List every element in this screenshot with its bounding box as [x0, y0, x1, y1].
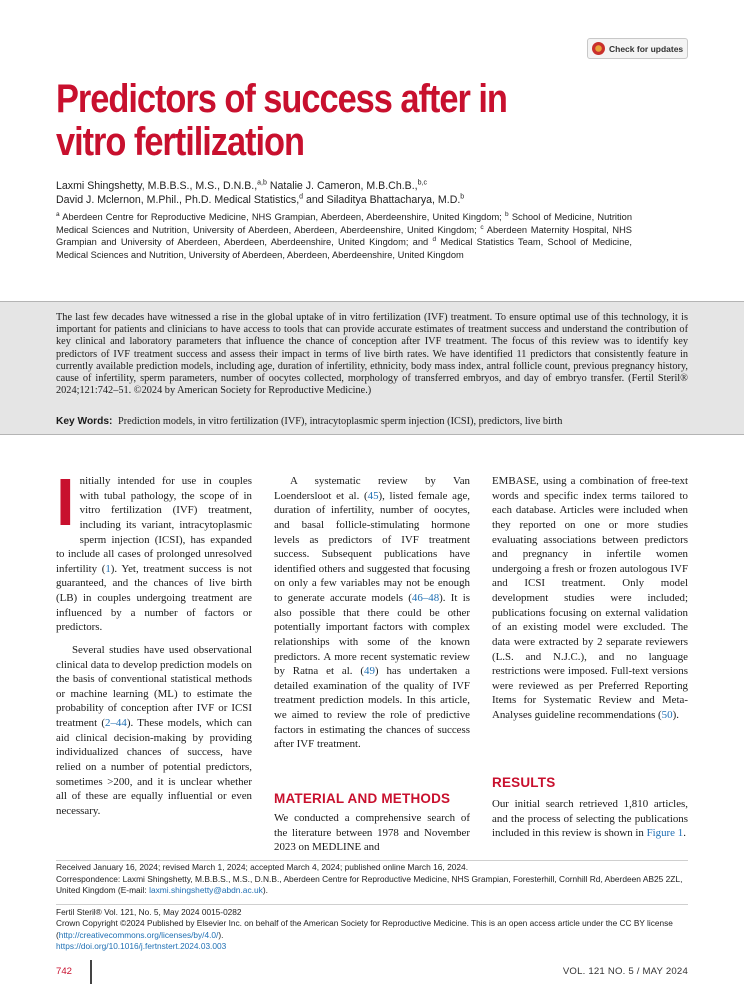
- figure-link[interactable]: Figure 1: [646, 827, 684, 840]
- keywords-line: [56, 416, 688, 428]
- volume-info: VOL. 121 NO. 5 / MAY 2024: [562, 966, 688, 977]
- body-text: .: [683, 827, 686, 840]
- affiliation-marker: a: [56, 210, 60, 218]
- affiliation-text: Aberdeen Centre for Reproductive Medicine, NHS Grampian, Aberdeen, Aberdeenshire, United Kingdom;: [62, 212, 502, 222]
- affiliation-text: Medical Statistics Team, School of Medicine, Medical Sciences and Nutrition, University of Aberdeen, Aberdeen, Aberdeenshire, United Kingdom: [56, 237, 632, 261]
- author-affiliation-marker: d: [299, 193, 304, 201]
- author-affiliation-marker: b,c: [417, 179, 427, 187]
- doi-link[interactable]: https://doi.org/10.1016/j.fertnstert.2024.03.003: [56, 941, 227, 952]
- reference-link[interactable]: 49: [364, 665, 375, 678]
- check-updates-label: Check for updates: [609, 43, 684, 54]
- body-text: ). These models, which can aid clinical decision-making by providing individualized chances of success, have relied on a number of potential predictors, sometimes >200, and it is unclear whether all of these are equally influential or even necessary.: [56, 717, 252, 817]
- author-name: Laxmi Shingshetty, M.B.B.S., M.S., D.N.B.,: [56, 180, 258, 192]
- body-paragraph: [492, 474, 688, 723]
- license-link[interactable]: http://creativecommons.org/licenses/by/4.0/: [58, 929, 219, 940]
- crossmark-icon: [592, 42, 605, 55]
- page-number: 742: [56, 966, 73, 977]
- body-column-2-continued: [274, 811, 470, 855]
- author-list: [56, 179, 656, 207]
- footnote-divider: [56, 860, 688, 861]
- journal-info: [56, 907, 688, 953]
- section-heading-results: RESULTS: [492, 775, 556, 790]
- body-text: Several studies have used observational clinical data to develop prediction models on the basis of conventional statistical methods or machine learning (ML) to estimate the probability of conception after IVF or ICSI treatment (: [56, 643, 252, 729]
- reference-link[interactable]: 50: [661, 709, 673, 721]
- affiliation-text: School of Medicine, Nutrition Medical Sciences and Nutrition, University of Aberdeen, Aberdeen, Aberdeenshire, United Kingdom;: [56, 212, 632, 235]
- page-footer: [0, 960, 744, 986]
- page-footer-divider: [90, 960, 92, 984]
- copyright-text: ).: [218, 929, 224, 940]
- affiliation-marker: b: [505, 210, 509, 218]
- copyright-notice: [56, 918, 688, 941]
- body-text: ) has undertaken a detailed examination of the quality of IVF treatment prediction models. In this article, we aimed to review the role of predictive factors in estimating the chances of success after IVF treatment.: [274, 665, 470, 751]
- reference-link[interactable]: 46–48: [411, 592, 440, 604]
- body-text: ). It is also possible that there could be other potentially important factors with complex relationships with some of the known predictors. A more recent systematic review by Ratna et al. (: [274, 592, 471, 678]
- affiliation-marker: d: [432, 236, 437, 244]
- body-text: Our initial search retrieved 1,810 articles, and the process of selecting the publications included in this review is shown in: [492, 798, 688, 840]
- author-name: Natalie J. Cameron, M.B.Ch.B.,: [269, 180, 418, 192]
- body-text: ), listed female age, duration of infertility, number of oocytes, and basal follicle-stimulating hormone levels as predictors of IVF treatment success. Subsequent publications have identified others and suggested that focusing on only a few variables may not be enough to generate accurate models (: [274, 489, 471, 604]
- article-dates: Received January 16, 2024; revised March 1, 2024; accepted March 4, 2024; published online March 16, 2024.: [56, 862, 469, 872]
- body-text: A systematic review by Van Loendersloot et al. (: [274, 475, 470, 502]
- drop-cap: I: [56, 465, 75, 540]
- body-paragraph: [492, 797, 688, 841]
- body-text: ).: [672, 709, 679, 721]
- body-column-2: [274, 474, 470, 752]
- section-heading-methods: MATERIAL AND METHODS: [274, 791, 451, 806]
- body-text: EMBASE, using a combination of free-text words and specific index terms tailored to each database. Articles were included when they reported on one or more studies evaluating associations between predictors and pregnancy in infertile women undergoing a fresh or frozen autologous IVF and ICSI treatment. Only model development studies were included; publications focusing on external validation of an existing model were excluded. The data were extracted by 2 separate reviewers (L.S. and N.J.C.), and no language restrictions were imposed. Full-text versions were reviewed as per Preferred Reporting Items for Systematic Review and Meta-Analyses guideline recommendations (: [492, 475, 688, 721]
- footnote: [56, 862, 688, 897]
- keywords-label: Key Words:: [56, 416, 113, 427]
- copyright-text: Crown Copyright ©2024 Published by Elsevier Inc. on behalf of the American Society for Reproductive Medicine. This is an open access article under the CC BY license (: [56, 918, 673, 940]
- article-title: Predictors of success after in vitro fertilization: [56, 77, 507, 164]
- abstract-text: The last few decades have witnessed a rise in the global uptake of in vitro fertilization (IVF) treatment. To ensure optimal use of this technology, it is important for patients and clinicians to have access to tools that can provide accurate estimates of treatment success and understand the contribution of key clinical and laboratory parameters that influence the chance of conception after IVF treatment. The focus of this review was to identify key predictors of IVF treatment success and assess their impact in terms of live birth rates. We have identified 11 predictors that consistently feature in currently available prediction models, including age, duration of infertility, ethnicity, body mass index, antral follicle count, previous pregnancy history, cause of infertility, sperm parameters, number of oocytes collected, morphology of transferred embryos, and day of embryo transfer. (Fertil Steril® 2024;121:742–51. ©2024 by American Society for Reproductive Medicine.): [56, 312, 688, 397]
- affiliation-marker: c: [480, 223, 484, 231]
- reference-link[interactable]: 1: [105, 562, 111, 575]
- keywords-text: Prediction models, in vitro fertilization (IVF), intracytoplasmic sperm injection (ICSI), predictors, live birth: [118, 416, 563, 427]
- author-affiliation-marker: a,b: [257, 179, 267, 187]
- body-paragraph: [56, 465, 252, 635]
- correspondence-text: ).: [262, 885, 268, 895]
- body-text: nitially intended for use in couples with tubal pathology, the scope of in vitro fertilization (IVF) treatment, including its variant, intracytoplasmic sperm injection (ICSI), has expanded to include all cases of prolonged unresolved infertility (: [56, 475, 252, 575]
- body-paragraph: We conducted a comprehensive search of the literature between 1978 and November 2023 on MEDLINE and: [274, 812, 470, 854]
- affiliations: [56, 211, 632, 262]
- email-link[interactable]: laxmi.shingshetty@abdn.ac.uk: [149, 885, 263, 895]
- journal-citation: Fertil Steril® Vol. 121, No. 5, May 2024 0015-0282: [56, 907, 242, 917]
- reference-link[interactable]: 45: [367, 489, 379, 502]
- body-text: ). Yet, treatment success is not guaranteed, and the chances of live birth (LB) in couples undergoing treatment are influenced by a number of factors or predictors.: [56, 562, 252, 634]
- body-paragraph: [274, 474, 470, 752]
- body-column-3: [492, 474, 688, 723]
- body-column-1: [56, 465, 252, 818]
- affiliation-text: Aberdeen Maternity Hospital, NHS Grampian and University of Aberdeen, Aberdeen, Aberdeenshire, United Kingdom; and: [56, 224, 632, 248]
- journal-info-divider: [56, 904, 688, 905]
- body-column-3-continued: [492, 797, 688, 841]
- correspondence: [56, 874, 688, 897]
- author-name: and Siladitya Bhattacharya, M.D.: [306, 194, 461, 206]
- correspondence-text: Correspondence: Laxmi Shingshetty, M.B.B.S., M.S., D.N.B., Aberdeen Centre for Reproductive Medicine, NHS Grampian, Foresterhill, Cornhill Rd, Aberdeen AB25 2ZL, United Kingdom (E-mail:: [56, 873, 683, 895]
- author-affiliation-marker: b: [460, 193, 465, 201]
- reference-link[interactable]: 2–44: [105, 717, 127, 729]
- body-paragraph: [56, 643, 252, 819]
- check-for-updates-button[interactable]: [587, 38, 688, 59]
- author-name: David J. Mclernon, M.Phil., Ph.D. Medical Statistics,: [56, 194, 300, 206]
